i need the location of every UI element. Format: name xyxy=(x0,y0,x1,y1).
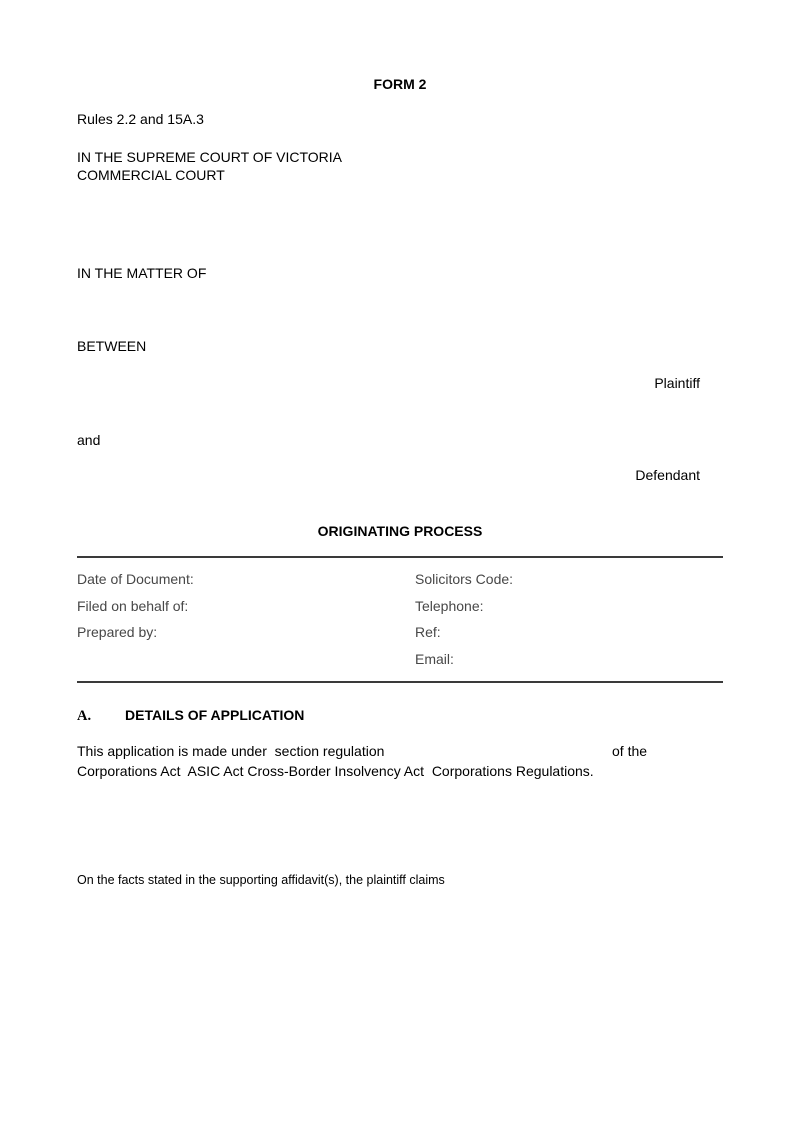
filing-details-left-column xyxy=(77,566,194,646)
ref-label: Ref: xyxy=(415,624,441,641)
email-label: Email: xyxy=(415,650,454,667)
filing-details-bottom-rule xyxy=(77,681,723,683)
section-a-title: DETAILS OF APPLICATION xyxy=(125,707,305,723)
plaintiff-label: Plaintiff xyxy=(654,375,700,391)
between-heading: BETWEEN xyxy=(77,338,147,354)
solicitors-code-label: Solicitors Code: xyxy=(415,571,514,587)
form-title: FORM 2 xyxy=(373,76,427,92)
filing-details-top-rule xyxy=(77,556,723,558)
originating-process-title: ORIGINATING PROCESS xyxy=(317,523,483,539)
court-name-block xyxy=(77,149,342,184)
section-a-heading xyxy=(77,707,304,725)
defendant-label: Defendant xyxy=(635,467,700,483)
section-a-number: A. xyxy=(77,708,92,724)
application-statement-line2: Corporations Act ASIC Act Cross-Border Insolvency Act Corporations Regulations. xyxy=(77,763,594,779)
application-statement-line1: This application is made under section regulation xyxy=(77,743,385,759)
date-of-document-label: Date of Document: xyxy=(77,571,194,587)
and-connector: and xyxy=(77,432,101,448)
affidavit-claims-line: On the facts stated in the supporting affidavit(s), the plaintiff claims xyxy=(77,873,445,887)
filing-details-right-column xyxy=(415,566,513,672)
telephone-label: Telephone: xyxy=(415,597,484,614)
court-division-line: COMMERCIAL COURT xyxy=(77,166,225,183)
filed-on-behalf-label: Filed on behalf of: xyxy=(77,597,189,614)
rules-reference: Rules 2.2 and 15A.3 xyxy=(77,111,204,127)
court-name-line: IN THE SUPREME COURT OF VICTORIA xyxy=(77,149,343,165)
prepared-by-label: Prepared by: xyxy=(77,624,158,641)
matter-heading: IN THE MATTER OF xyxy=(77,265,207,281)
application-statement-line1-tail: of the xyxy=(612,743,648,759)
